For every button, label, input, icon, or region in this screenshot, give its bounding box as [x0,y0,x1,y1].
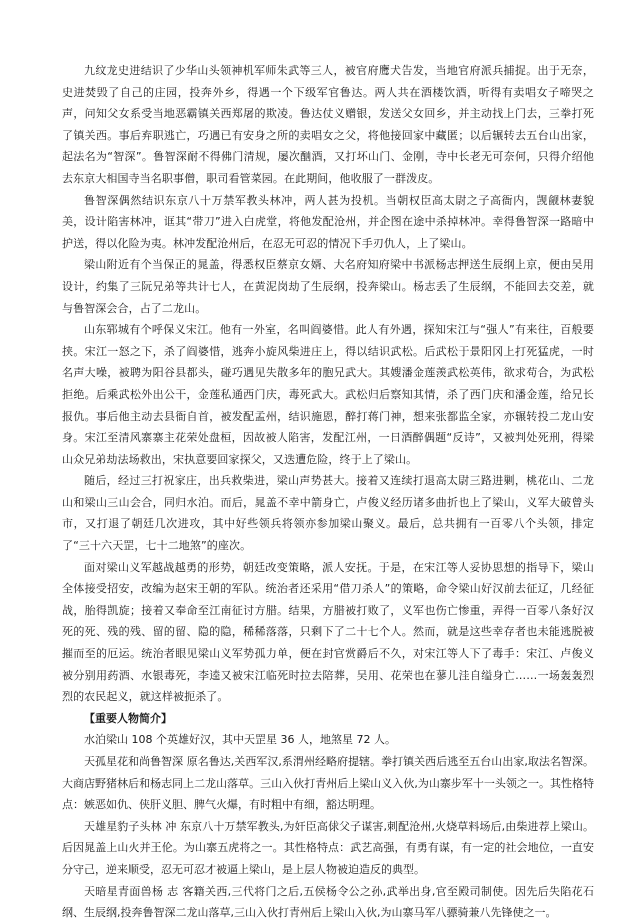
paragraph-2: 鲁智深偶然结识东京八十万禁军教头林冲，两人甚为投机。当朝权臣高太尉之子高衙内，觊觎林妻貌美，设计陷害林冲，诓其“带刀”进入白虎堂，将他发配沧州，并企图在途中杀掉林冲。幸得鲁智深一路暗中护送，得以化险为夷。林冲发配沧州后，在忍无可忍的情况下手刃仇人，上了梁山。 [62,193,594,250]
section-title: 【重要人物简介】 [84,711,172,725]
paragraph-1: 九纹龙史进结识了少华山头领神机军师朱武等三人，被官府鹰犬告发，当地官府派兵捕捉。出于无奈，史进焚毁了自己的庄园，投奔外乡，得遇一个下级军官鲁达。两人共在酒楼饮酒，听得有卖唱女子啼哭之声，问知父女系受当地恶霸镇关西郑屠的欺凌。鲁达仗义赠银，发送父女回乡，并主动找上门去，三拳打死了镇关西。事后弃职逃亡，巧遇已有安身之所的卖唱女之父，将他接回家中藏匿；以后辗转去五台山出家，起法名为“智深”。鲁智深耐不得佛门清规，屡次酗酒，又打坏山门、金刚，寺中长老无可奈何，只得介绍他去东京大相国寺当名职事僧，职司看管菜园。在此期间，他收服了一群泼皮。 [62,64,594,185]
character-entry-yang-zhi: 天暗星青面兽杨 志 客籍关西,三代将门之后,五侯杨令公之孙,武举出身,官至殿司制使。因先后失陷花石纲、生辰纲,投奔鲁智深二龙山落草,三山入伙打青州后上梁山入伙,为山寨马军八骠骑兼八先锋使之一。 [62,884,594,920]
character-entry-lu-zhishen: 天孤星花和尚鲁智深 原名鲁达,关西军汉,系渭州经略府提辖。拳打镇关西后逃至五台山出家,取法名智深。大商店野猪林后和杨志同上二龙山落草。三山入伙打青州后上梁山义入伙,为山寨步军十一头领之一。其性格特点：嫉恶如仇、侠肝义胆、脾气火爆，有时粗中有细，豁达明理。 [62,755,594,812]
paragraph-6: 面对梁山义军越战越勇的形势，朝廷改变策略，派人安抚。于是，在宋江等人妥协思想的指导下，梁山全体接受招安，改编为赵宋王朝的军队。统治者还采用“借刀杀人”的策略，命令梁山好汉前去征辽，几经征战，胎得凯旋；接着又奉命至江南征讨方腊。结果，方腊被打败了，义军也伤亡惨重，弄得一百零八条好汉死的死、残的残、留的留、隐的隐，稀稀落落，只剩下了二十七个人。然而，就是这些幸存者也未能逃脱被摧而至的厄运。统治者眼见梁山义军势孤力单，便在封官赏爵后不久，对宋江等人下了毒手：宋江、卢俊义被分别用药酒、水银毒死，李逵又被宋江临死时拉去陪葬，吴用、花荣也在蓼儿洼自缢身亡……一场轰轰烈烈的农民起义，就这样被扼杀了。 [62,560,594,704]
character-entry-lin-chong: 天雄星豹子头林 冲 东京八十万禁军教头,为奸臣高俅父子谋害,刺配沧州,火烧草料场后,由柴进荐上梁山。后因晁盖上山火并王伦。为山寨五虎将之一。其性格特点：武艺高强，有勇有谋，有一定的社会地位，一直安分守己，逆来顺受，忍无可忍才被逼上梁山，是上层人物被迫造反的典型。 [62,819,594,876]
paragraph-4: 山东郓城有个呼保义宋江。他有一外室，名叫阎婆惜。此人有外遇，探知宋江与“强人”有来往，百般要挟。宋江一怒之下，杀了阎婆惜，逃奔小旋风柴进庄上，得以结识武松。后武松于景阳冈上打死猛虎，一时名声大噪，被聘为阳谷县都头，碰巧遇见失散多年的胞兄武大。其嫂潘金莲羡武松英伟，欲求苟合，为武松拒绝。后乘武松外出公干，金莲私通西门庆，毒死武大。武松归后察知其情，杀了西门庆和潘金莲，给兄长报仇。事后他主动去县衙自首，被发配孟州，结识施恩，醉打蒋门神，想来张都监全家，亦辗转投二龙山安身。宋江至清风寨寨主花荣处盘桓，因故被人陷害，发配江州，一日酒醉偶题“反诗”，又被判处死刑，得梁山众兄弟劫法场救出，宋执意要回家探父，又迭遭危险，终于上了梁山。 [62,323,594,466]
paragraph-5: 随后，经过三打祝家庄，出兵救柴进，梁山声势甚大。接着又连续打退高太尉三路进剿，桃花山、二龙山和梁山三山会合，同归水泊。而后，晁盖不幸中箭身亡，卢俊义经历诸多曲折也上了梁山，义军大破曾头市，又打退了朝廷几次进攻，其中好些领兵将领亦参加梁山聚义。最后，总共拥有一百零八个头领，排定了“三十六天罡，七十二地煞”的座次。 [62,474,594,553]
character-entry-intro: 水泊梁山 108 个英雄好汉，其中天罡星 36 人，地煞星 72 人。 [84,733,396,747]
paragraph-3: 梁山附近有个当保正的晁盖，得悉权臣蔡京女婿、大名府知府梁中书派杨志押送生辰纲上京，便由吴用设计，约集了三阮兄弟等共计七人，在黄泥岗劫了生辰纲，投奔梁山。杨志丢了生辰纲，不能回去交差，就与鲁智深会合，占了二龙山。 [62,258,594,315]
